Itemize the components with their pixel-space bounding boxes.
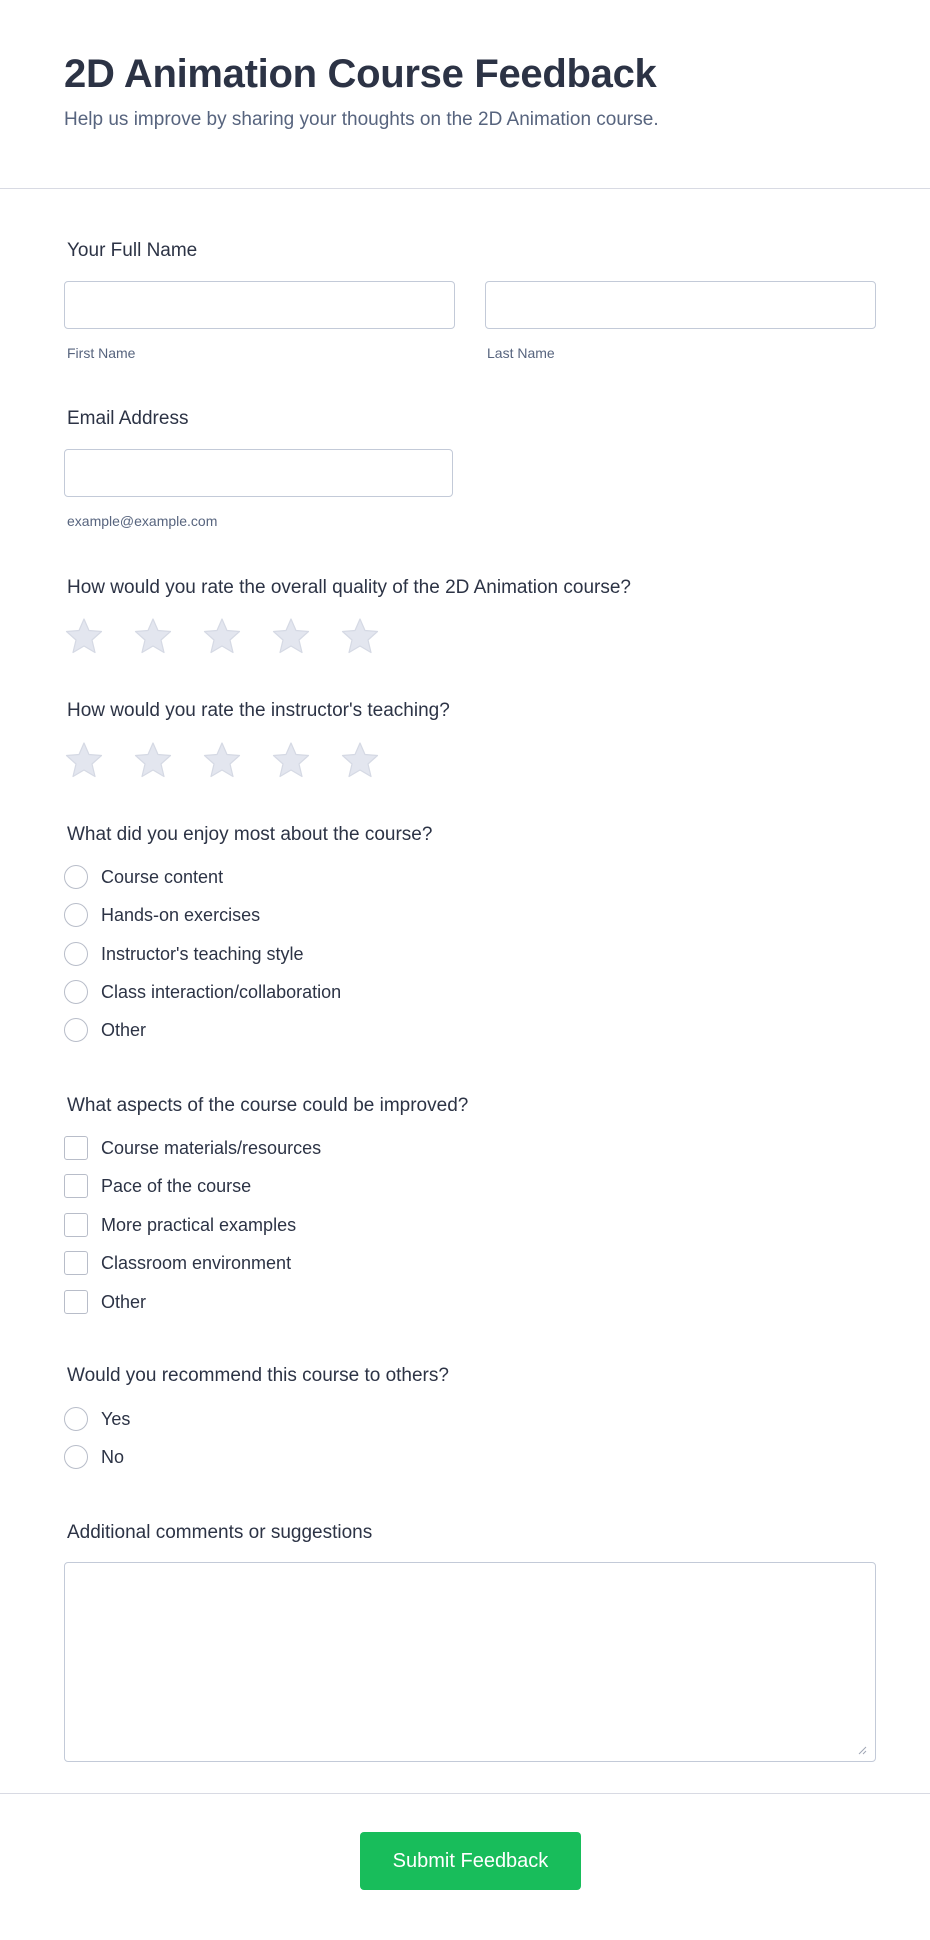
last-name-input[interactable] [485, 281, 876, 329]
page-subtitle: Help us improve by sharing your thoughts on the 2D Animation course. [64, 109, 659, 130]
option-label: Other [101, 1291, 147, 1312]
enjoy-label: What did you enjoy most about the course? [67, 824, 433, 845]
radio-button[interactable] [64, 980, 88, 1004]
improve-option[interactable] [64, 1135, 321, 1161]
improve-option[interactable] [64, 1289, 146, 1315]
improve-option[interactable] [64, 1250, 291, 1276]
star-icon[interactable] [271, 616, 311, 656]
improve-option[interactable] [64, 1173, 251, 1199]
option-label: Yes [101, 1408, 131, 1429]
quality-rating [64, 616, 380, 656]
enjoy-option[interactable] [64, 979, 341, 1005]
star-icon[interactable] [202, 616, 242, 656]
option-label: Hands-on exercises [101, 904, 261, 925]
checkbox[interactable] [64, 1290, 88, 1314]
recommend-option-no[interactable] [64, 1444, 124, 1470]
checkbox[interactable] [64, 1174, 88, 1198]
radio-button[interactable] [64, 903, 88, 927]
last-name-sublabel: Last Name [487, 345, 555, 361]
checkbox[interactable] [64, 1213, 88, 1237]
option-label: Course materials/resources [101, 1137, 322, 1158]
star-icon[interactable] [202, 740, 242, 780]
recommend-label: Would you recommend this course to others? [67, 1365, 449, 1386]
header-divider [0, 188, 930, 189]
improve-label: What aspects of the course could be improved? [67, 1095, 469, 1116]
enjoy-option[interactable] [64, 941, 304, 967]
page-title: 2D Animation Course Feedback [64, 52, 657, 96]
enjoy-option[interactable] [64, 1017, 146, 1043]
email-input[interactable] [64, 449, 453, 497]
instructor-rating [64, 740, 380, 780]
star-icon[interactable] [64, 740, 104, 780]
quality-rating-label: How would you rate the overall quality of the 2D Animation course? [67, 577, 631, 598]
option-label: More practical examples [101, 1214, 297, 1235]
star-icon[interactable] [133, 616, 173, 656]
instructor-rating-label: How would you rate the instructor's teaching? [67, 700, 450, 721]
option-label: Course content [101, 866, 224, 887]
option-label: Class interaction/collaboration [101, 981, 342, 1002]
first-name-input[interactable] [64, 281, 455, 329]
email-sublabel: example@example.com [67, 513, 218, 529]
option-label: Pace of the course [101, 1175, 252, 1196]
comments-label: Additional comments or suggestions [67, 1522, 373, 1543]
star-icon[interactable] [340, 740, 380, 780]
checkbox[interactable] [64, 1251, 88, 1275]
submit-button[interactable]: Submit Feedback [360, 1832, 581, 1890]
radio-button[interactable] [64, 1445, 88, 1469]
radio-button[interactable] [64, 1407, 88, 1431]
star-icon[interactable] [340, 616, 380, 656]
option-label: No [101, 1446, 125, 1467]
comments-textarea[interactable] [64, 1562, 876, 1762]
enjoy-option[interactable] [64, 902, 260, 928]
option-label: Other [101, 1019, 147, 1040]
option-label: Classroom environment [101, 1252, 292, 1273]
resize-handle-icon[interactable] [857, 1745, 867, 1755]
enjoy-option[interactable] [64, 864, 223, 890]
radio-button[interactable] [64, 942, 88, 966]
star-icon[interactable] [133, 740, 173, 780]
recommend-option-yes[interactable] [64, 1406, 130, 1432]
radio-button[interactable] [64, 1018, 88, 1042]
checkbox[interactable] [64, 1136, 88, 1160]
footer-divider [0, 1793, 930, 1794]
improve-option[interactable] [64, 1212, 296, 1238]
full-name-label: Your Full Name [67, 240, 198, 261]
star-icon[interactable] [271, 740, 311, 780]
radio-button[interactable] [64, 865, 88, 889]
first-name-sublabel: First Name [67, 345, 136, 361]
email-label: Email Address [67, 408, 189, 429]
star-icon[interactable] [64, 616, 104, 656]
option-label: Instructor's teaching style [101, 943, 304, 964]
